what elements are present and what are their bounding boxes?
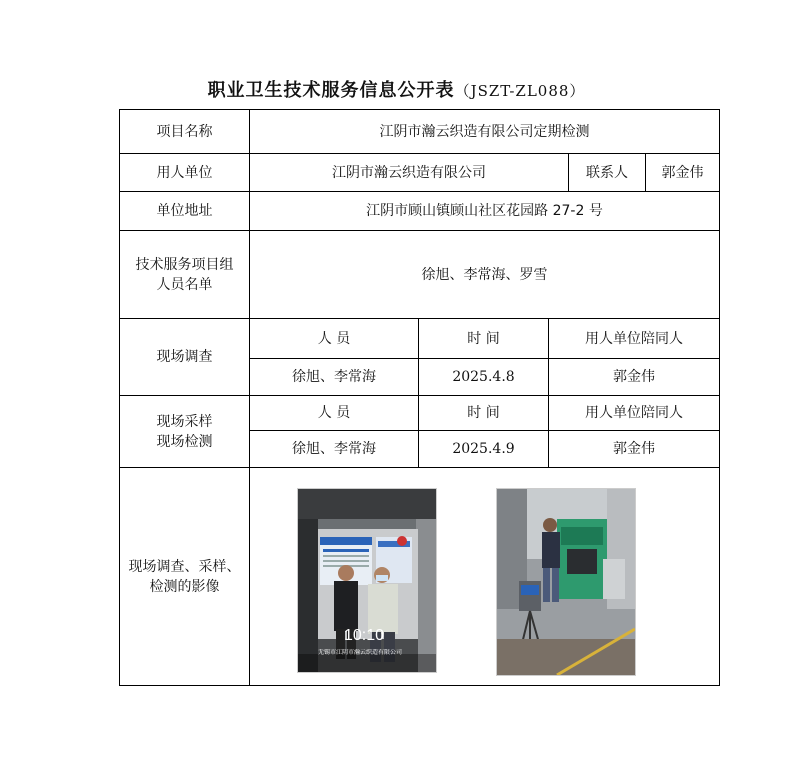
title-main: 职业卫生技术服务信息公开表: [207, 80, 455, 101]
site-photo-sampling: [496, 488, 636, 676]
survey-person: 徐旭、李常海: [292, 369, 376, 385]
project-name-label: 项目名称: [156, 123, 213, 140]
survey-header-person: 人 员: [317, 330, 351, 347]
sampling-person: 徐旭、李常海: [292, 441, 376, 457]
survey-label: 现场调查: [156, 349, 213, 365]
sampling-header-person: 人 员: [317, 405, 351, 421]
address-label: 单位地址: [156, 203, 213, 219]
contact-value: 郭金伟: [661, 164, 704, 181]
photo-caption: 无锡市江阴市瀚云织造有限公司: [318, 650, 403, 656]
sampling-time: 2025.4.9: [452, 441, 515, 457]
title-code: （JSZT-ZL088）: [454, 82, 586, 100]
employer-label: 用人单位: [156, 164, 213, 181]
address-value: 江阴市顾山镇顾山社区花园路 27-2 号: [366, 203, 603, 219]
survey-header-accompany: 用人单位陪同人: [585, 330, 683, 347]
sampling-accompany: 郭金伟: [613, 441, 655, 457]
page-title: [0, 76, 793, 102]
team-value: 徐旭、李常海、罗雪: [421, 266, 548, 283]
sampling-header-accompany: 用人单位陪同人: [585, 405, 683, 421]
survey-time: 2025.4.8: [452, 369, 515, 385]
sampling-label: 现场采样 现场检测: [156, 413, 213, 450]
site-photo-survey: [297, 488, 437, 673]
sampling-header-time: 时 间: [467, 405, 500, 421]
project-name-value: 江阴市瀚云织造有限公司定期检测: [379, 123, 590, 140]
team-label: 技术服务项目组 人员名单: [135, 256, 234, 293]
employer-value: 江阴市瀚云织造有限公司: [332, 164, 486, 181]
survey-accompany: 郭金伟: [613, 369, 655, 385]
images-label: 现场调查、采样、 检测的影像: [128, 558, 241, 595]
survey-header-time: 时 间: [467, 330, 500, 347]
contact-label: 联系人: [586, 164, 628, 181]
photo-timestamp: 10:10: [344, 627, 385, 644]
